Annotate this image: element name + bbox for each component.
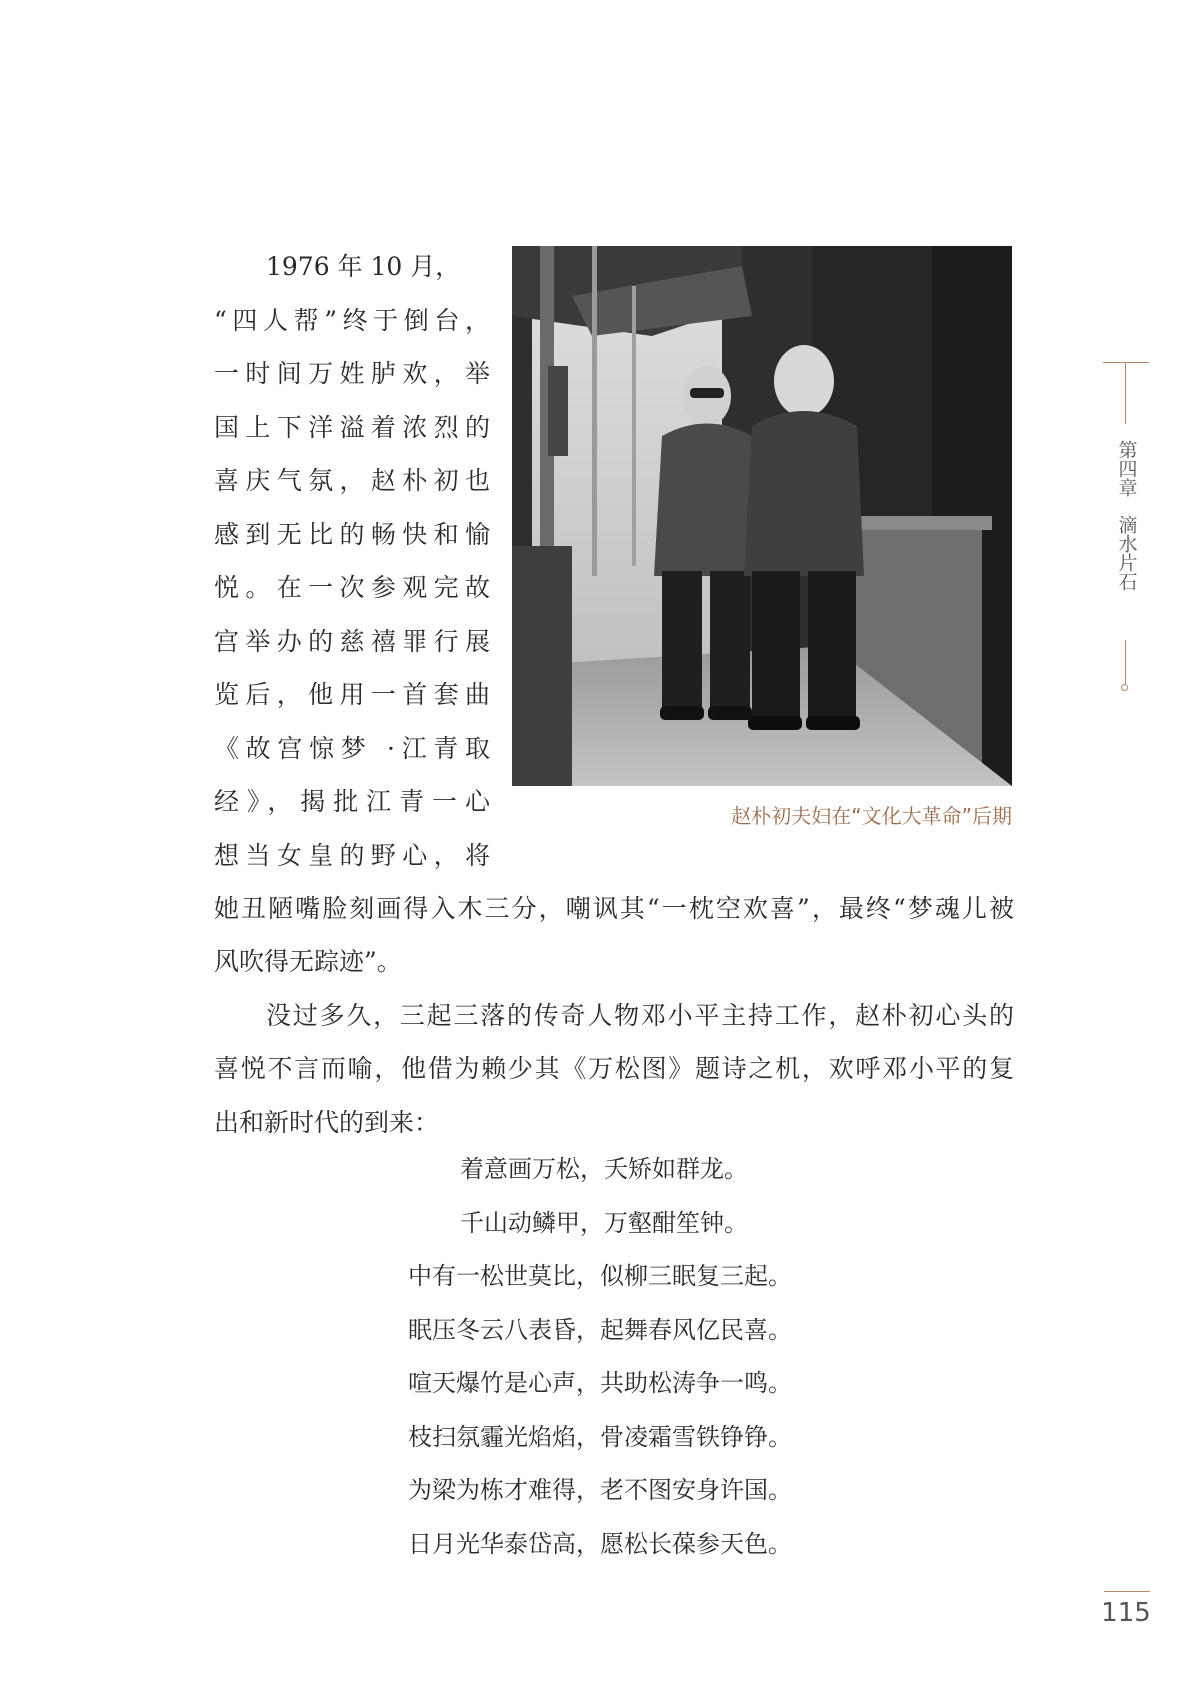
poem <box>0 1143 1200 1571</box>
text-line: 没过多久，三起三落的传奇人物邓小平主持工作，赵朴初心头的 <box>266 1001 1014 1030</box>
sidebar-dot <box>1121 684 1128 691</box>
chapter-title: 滴水片石 <box>1115 515 1138 591</box>
sidebar-tick <box>1103 362 1149 363</box>
poem-line: 日月光华泰岱高，愿松长葆参天色。 <box>408 1529 792 1558</box>
text-line: 览后，他用一首套曲 <box>214 680 490 709</box>
text-line: 她丑陋嘴脸刻画得入木三分，嘲讽其“一枕空欢喜”，最终“梦魂儿被 <box>214 894 1014 923</box>
text-line: “四人帮”终于倒台， <box>214 305 490 335</box>
paragraph-wrapped <box>214 240 490 882</box>
page-number: 115 <box>1101 1598 1151 1628</box>
sidebar-top-rule <box>1125 362 1126 424</box>
text-line: 感到无比的畅快和愉 <box>214 519 490 549</box>
text-line: 国上下洋溢着浓烈的 <box>214 412 490 442</box>
photo-caption: 赵朴初夫妇在“文化大革命”后期 <box>731 804 1012 828</box>
text-line: 喜庆气氛，赵朴初也 <box>214 466 490 495</box>
poem-line: 喧天爆竹是心声，共助松涛争一鸣。 <box>408 1369 792 1397</box>
chapter-sidebar <box>1112 440 1140 591</box>
poem-line: 眠压冬云八表昏，起舞春风亿民喜。 <box>408 1315 792 1344</box>
poem-line: 着意画万松，夭矫如群龙。 <box>460 1155 748 1183</box>
text-line: 悦。在一次参观完故 <box>214 573 490 602</box>
page-number-rule <box>1104 1591 1150 1592</box>
text-line: 1976 年 10 月， <box>266 252 461 281</box>
poem-line: 为梁为栋才难得，老不图安身许国。 <box>408 1476 792 1504</box>
text-line: 经》，揭批江青一心 <box>214 787 490 816</box>
text-line: 想当女皇的野心，将 <box>214 840 490 870</box>
text-line: 宫举办的慈禧罪行展 <box>214 626 490 656</box>
text-line: 一时间万姓胪欢，举 <box>214 359 490 388</box>
poem-line: 枝扫氛霾光焰焰，骨凌霜雪铁铮铮。 <box>408 1422 792 1451</box>
text-line: 出和新时代的到来： <box>214 1108 440 1137</box>
text-line: 喜悦不言而喻，他借为赖少其《万松图》题诗之机，欢呼邓小平的复 <box>214 1054 1014 1083</box>
text-line: 《故宫惊梦 ·江青取 <box>214 733 490 763</box>
photo <box>512 246 1012 786</box>
poem-line: 中有一松世莫比，似柳三眠复三起。 <box>408 1262 792 1290</box>
text-line: 风吹得无踪迹”。 <box>214 947 402 976</box>
chapter-label: 第四章 <box>1115 440 1138 497</box>
photo-illustration <box>512 246 1012 786</box>
poem-line: 千山动鳞甲，万壑酣笙钟。 <box>460 1208 748 1237</box>
sidebar-bottom-rule <box>1125 640 1126 684</box>
